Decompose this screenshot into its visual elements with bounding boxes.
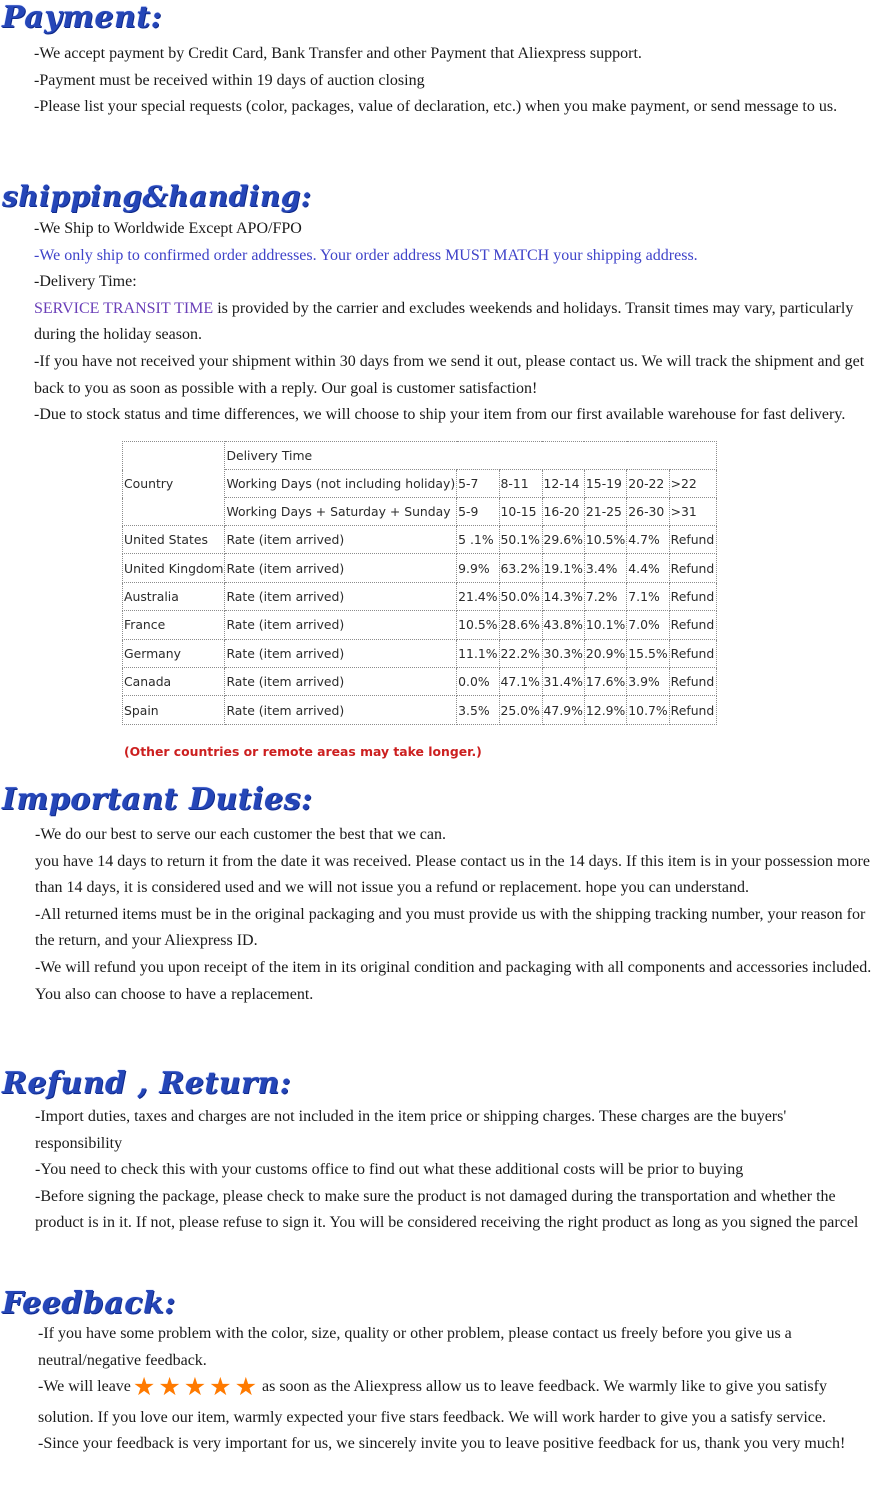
duties-line: -We will refund you upon receipt of the item in its original condition and packaging with all components and accessories included. You also can choose to have a replacement. [35, 958, 872, 1003]
rate-cell: 47.9% [542, 696, 584, 724]
star-icon: ★ [158, 1372, 181, 1402]
rate-cell: 7.0% [627, 611, 669, 639]
table-cell: 8-11 [499, 470, 542, 498]
rate-cell: 9.9% [457, 554, 499, 582]
service-transit-text: is provided by the carrier and excludes weekends and holidays. Transit times may vary, particularly during the holiday season. [34, 299, 854, 344]
rate-cell: 11.1% [457, 639, 499, 667]
rate-cell: 3.5% [457, 696, 499, 724]
rate-cell: 14.3% [542, 582, 584, 610]
rate-cell: Refund [669, 554, 716, 582]
payment-line: -Please list your special requests (color, packages, value of declaration, etc.) when you make payment, or send message to us. [34, 98, 838, 116]
rate-cell: Refund [669, 526, 716, 554]
table-cell: 21-25 [584, 498, 626, 526]
delivery-time-table [122, 441, 717, 725]
rate-cell: 47.1% [499, 667, 542, 695]
rate-cell: 50.0% [499, 582, 542, 610]
rate-cell: 29.6% [542, 526, 584, 554]
country-cell: Canada [123, 667, 225, 695]
shipping-address-warning: -We only ship to confirmed order addresses. Your order address MUST MATCH your shipping address. [34, 246, 698, 264]
rate-cell: 50.1% [499, 526, 542, 554]
five-star-rating [132, 1372, 260, 1405]
payment-section [34, 41, 876, 121]
duties-heading: Important Duties: [2, 782, 313, 817]
rate-cell: 31.4% [542, 667, 584, 695]
feedback-line-end: as soon as the Aliexpress allow us to leave feedback. We warmly like to give you satisfy solution. If you love our item, warmly expected your five stars feedback. We will work harder to give you a satisfy service. [38, 1378, 827, 1426]
country-cell: Germany [123, 639, 225, 667]
country-cell: Spain [123, 696, 225, 724]
metric-cell: Rate (item arrived) [225, 611, 457, 639]
table-row [123, 611, 717, 639]
shipping-section [34, 216, 870, 429]
table-cell: 10-15 [499, 498, 542, 526]
metric-cell: Rate (item arrived) [225, 667, 457, 695]
country-cell: United States [123, 526, 225, 554]
country-cell: France [123, 611, 225, 639]
rate-rows [123, 526, 717, 725]
rate-cell: 17.6% [584, 667, 626, 695]
duties-line: -All returned items must be in the original packaging and you must provide us with the shipping tracking number, your reason for the return, and your Aliexpress ID. [35, 905, 866, 950]
rate-cell: 30.3% [542, 639, 584, 667]
rate-cell: Refund [669, 611, 716, 639]
working-sat-label: Working Days + Saturday + Sunday [225, 498, 457, 526]
star-icon: ★ [209, 1372, 232, 1402]
rate-cell: 5 .1% [457, 526, 499, 554]
table-row [123, 582, 717, 610]
rate-cell: 43.8% [542, 611, 584, 639]
rate-cell: 4.4% [627, 554, 669, 582]
refund-line: -You need to check this with your customs office to find out what these additional costs will be prior to buying [35, 1161, 744, 1179]
table-cell: >22 [669, 470, 716, 498]
rate-cell: Refund [669, 667, 716, 695]
rate-cell: Refund [669, 639, 716, 667]
table-cell: 5-7 [457, 470, 499, 498]
working-days-label: Working Days (not including holiday) [225, 470, 457, 498]
rate-cell: 3.4% [584, 554, 626, 582]
metric-cell: Rate (item arrived) [225, 526, 457, 554]
service-transit-label: SERVICE TRANSIT TIME [34, 299, 214, 317]
rate-cell: 4.7% [627, 526, 669, 554]
country-cell: Australia [123, 582, 225, 610]
table-cell: 16-20 [542, 498, 584, 526]
country-cell: United Kingdom [123, 554, 225, 582]
rate-cell: 21.4% [457, 582, 499, 610]
delivery-time-header: Delivery Time [225, 442, 716, 470]
rate-cell: 12.9% [584, 696, 626, 724]
rate-cell: 20.9% [584, 639, 626, 667]
star-icon: ★ [234, 1372, 257, 1402]
rate-cell: 10.7% [627, 696, 669, 724]
feedback-line-start: -We will leave [38, 1378, 131, 1396]
rate-cell: 7.2% [584, 582, 626, 610]
rate-cell: Refund [669, 582, 716, 610]
table-cell: 26-30 [627, 498, 669, 526]
metric-cell: Rate (item arrived) [225, 639, 457, 667]
feedback-heading: Feedback: [2, 1286, 176, 1321]
table-cell: 12-14 [542, 470, 584, 498]
refund-heading: Refund , Return: [2, 1066, 292, 1101]
rate-cell: 10.5% [457, 611, 499, 639]
duties-line: you have 14 days to return it from the date it was received. Please contact us in the 14 days. If this item is in your possession more than 14 days, it is considered used and we will not issue you a refund or replacement. hope you can understand. [35, 852, 870, 897]
refund-line: -Before signing the package, please check to make sure the product is not damaged during the transportation and whether the product is in it. If not, please refuse to sign it. You will be considered receiving the right product as long as you signed the parcel [35, 1187, 859, 1232]
table-cell: 20-22 [627, 470, 669, 498]
table-row [123, 696, 717, 724]
refund-section [35, 1104, 875, 1237]
table-cell: >31 [669, 498, 716, 526]
duties-line: -We do our best to serve our each customer the best that we can. [35, 826, 447, 843]
rate-cell: 22.2% [499, 639, 542, 667]
refund-line: -Import duties, taxes and charges are not included in the item price or shipping charges. These charges are the buyers' responsibility [35, 1108, 787, 1152]
rate-cell: 28.6% [499, 611, 542, 639]
feedback-section [38, 1321, 874, 1458]
remote-areas-note: (Other countries or remote areas may take longer.) [124, 744, 482, 759]
shipping-line: -Due to stock status and time differences, we will choose to ship your item from our first available warehouse for fast delivery. [34, 406, 846, 424]
payment-line: -Payment must be received within 19 days of auction closing [34, 71, 425, 89]
feedback-stars-paragraph [38, 1374, 874, 1431]
rate-cell: 3.9% [627, 667, 669, 695]
rate-cell: 19.1% [542, 554, 584, 582]
service-transit-paragraph [34, 296, 870, 349]
table-row [123, 554, 717, 582]
shipping-heading: shipping&handing: [2, 180, 312, 213]
shipping-line: -If you have not received your shipment within 30 days from we send it out, please contact us. We will track the shipment and get back to you as soon as possible with a reply. Our goal is customer satisfaction! [34, 352, 865, 397]
metric-cell: Rate (item arrived) [225, 554, 457, 582]
rate-cell: 7.1% [627, 582, 669, 610]
metric-cell: Rate (item arrived) [225, 696, 457, 724]
duties-section [35, 822, 875, 1008]
table-row [123, 667, 717, 695]
rate-cell: 10.1% [584, 611, 626, 639]
rate-cell: 10.5% [584, 526, 626, 554]
rate-cell: 0.0% [457, 667, 499, 695]
table-header-row [123, 442, 717, 470]
star-icon: ★ [132, 1372, 156, 1402]
rate-cell: 15.5% [627, 639, 669, 667]
shipping-line: -We Ship to Worldwide Except APO/FPO [34, 220, 302, 237]
metric-cell: Rate (item arrived) [225, 582, 457, 610]
table-row [123, 639, 717, 667]
rate-cell: 63.2% [499, 554, 542, 582]
feedback-line: -If you have some problem with the color, size, quality or other problem, please contact us freely before you give us a neutral/negative feedback. [38, 1325, 792, 1369]
shipping-line: -Delivery Time: [34, 273, 137, 291]
country-header: Country [123, 442, 225, 526]
table-cell: 5-9 [457, 498, 499, 526]
feedback-line: -Since your feedback is very important for us, we sincerely invite you to leave positive feedback for us, thank you very much! [38, 1435, 846, 1453]
payment-line: -We accept payment by Credit Card, Bank Transfer and other Payment that Aliexpress support. [34, 45, 642, 62]
table-row [123, 526, 717, 554]
table-cell: 15-19 [584, 470, 626, 498]
star-icon: ★ [183, 1372, 207, 1402]
rate-cell: 25.0% [499, 696, 542, 724]
rate-cell: Refund [669, 696, 716, 724]
payment-heading: Payment: [2, 0, 163, 35]
